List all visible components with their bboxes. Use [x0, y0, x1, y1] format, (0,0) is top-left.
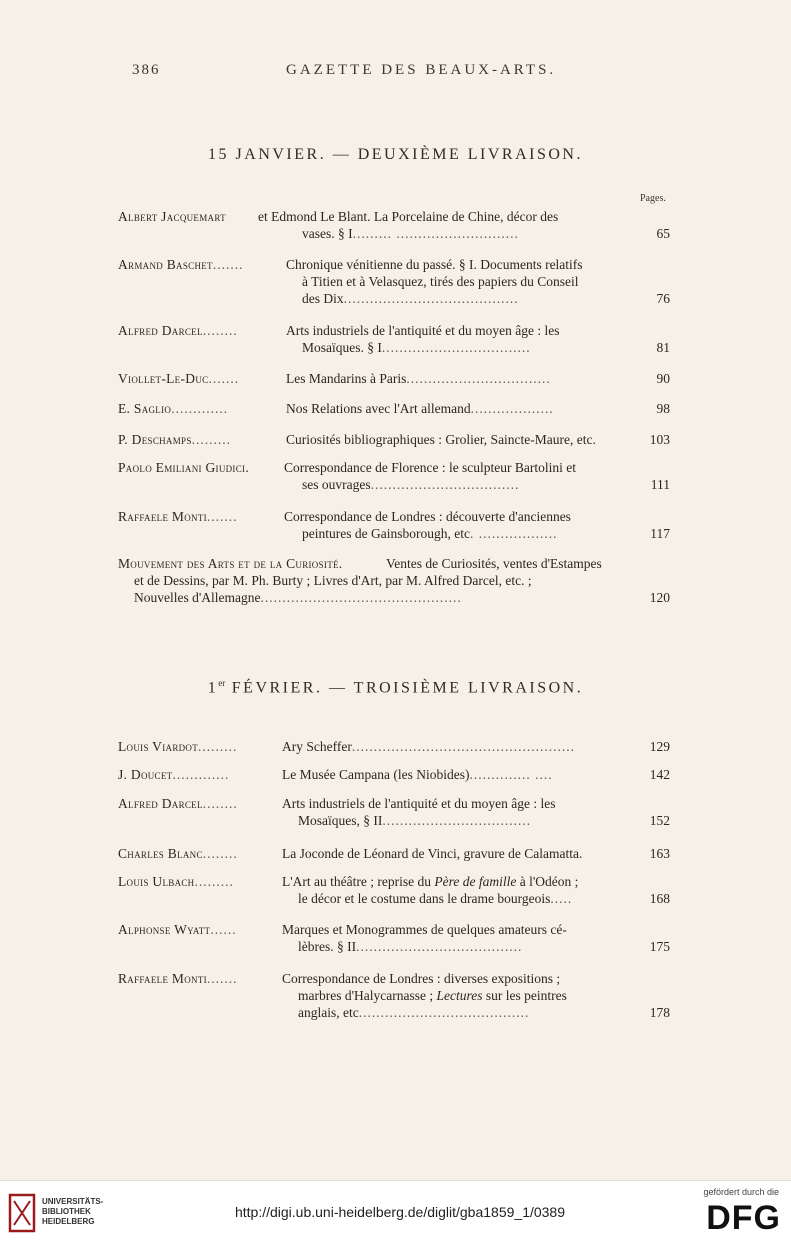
dot-leader: .....: [550, 891, 573, 906]
toc-entry: [118, 256, 670, 307]
toc-entry: [118, 766, 670, 783]
toc-entry: [118, 970, 670, 1021]
toc-entry: [118, 873, 670, 907]
page-ref: 152: [649, 813, 670, 828]
page-ref: 163: [649, 846, 670, 861]
page-ref: 103: [649, 432, 670, 447]
author-name: Louis Ulbach: [118, 874, 195, 889]
author-name: Paolo Emiliani Giudici.: [118, 460, 250, 475]
article-title: marbres d'Halycarnasse ; Lectures sur les peintres: [298, 988, 567, 1003]
toc-entry: [118, 795, 670, 829]
toc-entry: [118, 370, 670, 387]
dot-leader: .......: [206, 971, 238, 986]
article-title: Nouvelles d'Allemagne: [134, 590, 261, 605]
pages-column-label: Pages.: [640, 193, 666, 204]
section-title-troisieme-livraison: [0, 678, 791, 697]
page-ref: 76: [656, 291, 670, 306]
page-ref: 81: [656, 340, 670, 355]
page-ref: 98: [656, 401, 670, 416]
dot-leader: .......................................: [358, 1005, 530, 1020]
article-title: Chronique vénitienne du passé. § I. Documents relatifs: [286, 257, 583, 272]
article-title: Correspondance de Londres : diverses expositions ;: [282, 971, 561, 986]
dot-leader: .......: [206, 509, 238, 524]
article-title: Correspondance de Londres : découverte d'anciennes: [284, 509, 571, 524]
page-ref: 175: [649, 939, 670, 954]
permalink-url[interactable]: http://digi.ub.uni-heidelberg.de/diglit/gba1859_1/0389: [234, 1204, 566, 1220]
library-seal-icon: [8, 1193, 36, 1233]
article-title: Ventes de Curiosités, ventes d'Estampes: [386, 556, 602, 571]
article-title: lèbres. § II: [298, 939, 357, 954]
dot-leader: ........: [202, 846, 238, 861]
dot-leader: ..............................................: [260, 590, 462, 605]
toc-entry: [118, 738, 670, 755]
viewer-footer: [0, 1180, 791, 1245]
page-number: 386: [132, 62, 161, 78]
funder-label: gefördert durch die: [703, 1187, 779, 1197]
article-title: le décor et le costume dans le drame bourgeois: [298, 891, 551, 906]
journal-title: GAZETTE DES BEAUX-ARTS.: [286, 62, 557, 78]
article-title: Le Musée Campana (les Niobides): [282, 767, 470, 782]
dfg-logo: DFG: [706, 1199, 781, 1237]
library-name: [42, 1197, 152, 1227]
section-title-rest: FÉVRIER. — TROISIÈME LIVRAISON.: [225, 679, 584, 697]
toc-entry: [118, 400, 670, 417]
article-title: Mosaïques. § I: [302, 340, 382, 355]
article-title: Arts industriels de l'antiquité et du moyen âge : les: [286, 323, 560, 338]
article-title: L'Art au théâtre ; reprise du Père de famille à l'Odéon ;: [282, 874, 579, 889]
author-name: Alfred Darcel: [118, 796, 203, 811]
article-title: Ary Scheffer: [282, 739, 352, 754]
toc-entry: [118, 921, 670, 955]
author-name: Raffaele Monti: [118, 971, 207, 986]
dot-leader: .............. ....: [469, 767, 553, 782]
article-title: Arts industriels de l'antiquité et du moyen âge : les: [282, 796, 556, 811]
author-name: Armand Baschet: [118, 257, 213, 272]
dot-leader: ..................................: [370, 477, 520, 492]
toc-entry: [118, 459, 670, 493]
page-ref: 178: [649, 1005, 670, 1020]
section-title-prefix: 1: [207, 679, 219, 697]
toc-entry: [118, 322, 670, 356]
author-name: Louis Viardot: [118, 739, 199, 754]
author-name: Charles Blanc: [118, 846, 203, 861]
article-title: Mosaïques, § II: [298, 813, 383, 828]
page-ref: 117: [650, 526, 670, 541]
author-name: Mouvement des Arts et de la Curiosité.: [118, 556, 343, 571]
dot-leader: .............: [171, 401, 229, 416]
library-name-line: HEIDELBERG: [42, 1217, 95, 1226]
author-name: Viollet-Le-Duc: [118, 371, 209, 386]
section-title-deuxieme-livraison: 15 JANVIER. — DEUXIÈME LIVRAISON.: [208, 146, 583, 163]
dot-leader: ......... ............................: [352, 226, 519, 241]
page-ref: 129: [649, 739, 670, 754]
article-title: et de Dessins, par M. Ph. Burty ; Livres d'Art, par M. Alfred Darcel, etc. ;: [134, 573, 532, 588]
library-name-line: UNIVERSITÄTS-: [42, 1197, 104, 1206]
article-title: Nos Relations avec l'Art allemand: [286, 401, 471, 416]
page-ref: 168: [649, 891, 670, 906]
author-name: Albert Jacquemart: [118, 209, 226, 224]
article-title: des Dix: [302, 291, 344, 306]
dot-leader: ......: [210, 922, 237, 937]
running-header: [132, 62, 672, 86]
dot-leader: ...................................................: [351, 739, 575, 754]
author-name: P. Deschamps: [118, 432, 192, 447]
dot-leader: ...................: [470, 401, 554, 416]
dot-leader: ........................................: [343, 291, 519, 306]
dot-leader: ..................................: [381, 340, 531, 355]
toc-entry: [118, 508, 670, 542]
dot-leader: ..................................: [382, 813, 532, 828]
article-title: Curiosités bibliographiques : Grolier, Saincte-Maure, etc.: [286, 432, 596, 447]
dot-leader: . ..................: [469, 526, 558, 541]
dot-leader: .........: [191, 432, 232, 447]
page-ref: 111: [650, 477, 670, 492]
page-ref: 65: [656, 226, 670, 241]
toc-entry: [118, 555, 670, 606]
dot-leader: ......................................: [356, 939, 523, 954]
author-name: J. Doucet: [118, 767, 173, 782]
article-title: à Titien et à Velasquez, tirés des papiers du Conseil: [302, 274, 579, 289]
article-title: peintures de Gainsborough, etc: [302, 526, 470, 541]
section-title-superscript: er: [218, 678, 226, 688]
dot-leader: .............: [172, 767, 230, 782]
author-name: Alphonse Wyatt: [118, 922, 211, 937]
article-title: vases. § I: [302, 226, 353, 241]
toc-entry: [118, 845, 670, 862]
author-name: Alfred Darcel: [118, 323, 203, 338]
article-title: Les Mandarins à Paris: [286, 371, 407, 386]
dot-leader: .........: [198, 739, 238, 754]
dot-leader: ........: [202, 323, 238, 338]
article-title: anglais, etc: [298, 1005, 359, 1020]
toc-entry: [118, 431, 670, 448]
dot-leader: .........: [194, 874, 234, 889]
page-ref: 142: [649, 767, 670, 782]
dot-leader: .................................: [406, 371, 551, 386]
article-title: et Edmond Le Blant. La Porcelaine de Chine, décor des: [258, 209, 559, 224]
author-name: E. Saglio: [118, 401, 172, 416]
article-title: Marques et Monogrammes de quelques amateurs cé-: [282, 922, 567, 937]
toc-entry: [118, 208, 670, 242]
article-title: Correspondance de Florence : le sculpteur Bartolini et: [284, 460, 577, 475]
dot-leader: .......: [212, 257, 244, 272]
author-name: Raffaele Monti: [118, 509, 207, 524]
page-ref: 90: [656, 371, 670, 386]
library-name-line: BIBLIOTHEK: [42, 1207, 91, 1216]
article-title: La Joconde de Léonard de Vinci, gravure de Calamatta.: [282, 846, 583, 861]
page-ref: 120: [649, 590, 670, 605]
dot-leader: ........: [202, 796, 238, 811]
dot-leader: .......: [208, 371, 240, 386]
article-title: ses ouvrages: [302, 477, 371, 492]
